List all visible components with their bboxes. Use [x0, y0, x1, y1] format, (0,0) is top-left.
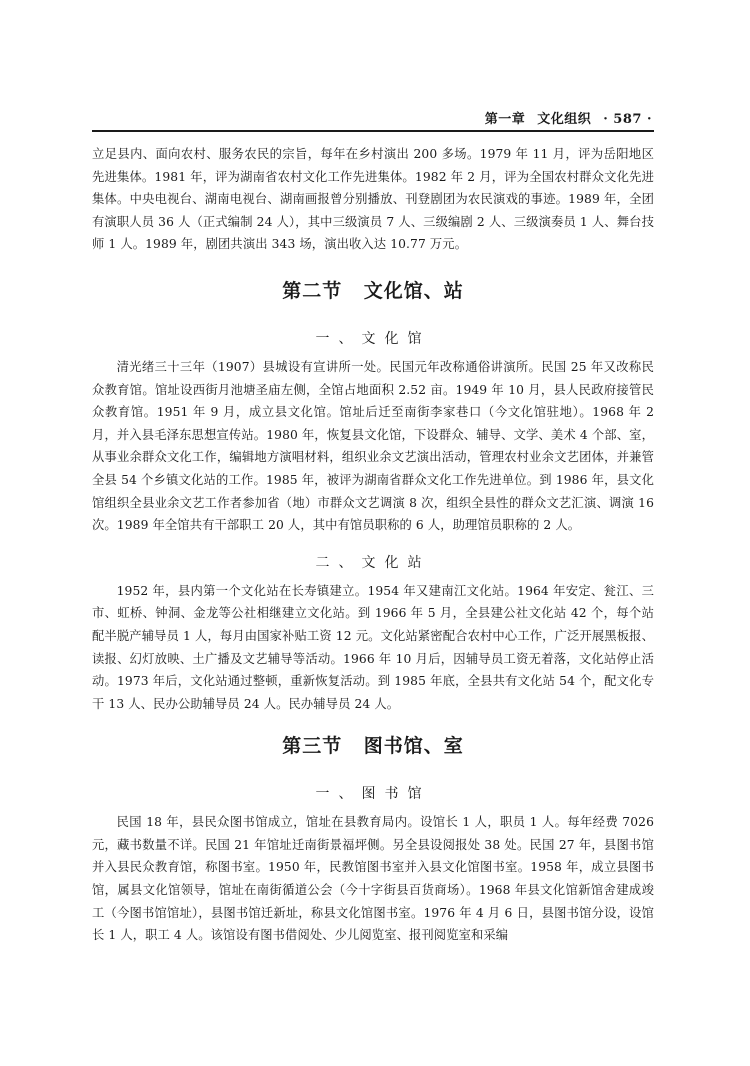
section-3-title: 第三节 图书馆、室 — [282, 735, 464, 758]
page-header — [0, 108, 652, 127]
chapter-title: 文化组织 — [537, 112, 592, 127]
section-2-title: 第二节 文化馆、站 — [282, 279, 464, 302]
page-body — [92, 143, 654, 947]
section-2-sub-2-paragraph: 1952 年，县内第一个文化站在长寿镇建立。1954 年又建南江文化站。1964 年安定、瓮江、三市、虹桥、钟洞、金龙等公社相继建立文化站。到 1966 年 5 月，全县建公社文化站 42 个，每个站配半脱产辅导员 1 人，每月由国家补贴工资 12 元。文化站紧密配合农村中心工作，广泛开展黑板报、读报、幻灯放映、土广播及文艺辅导等活动。1966 年 10 月后，因辅导员工资无着落，文化站停止活动。1973 年后，文化站通过整顿，重新恢复活动。到 1985 年底，全县共有文化站 54 个，配文化专干 13 人、民办公助辅导员 24 人。民办辅导员 24 人。 — [92, 583, 654, 711]
section-2-sub-1-title: 一、文化馆 — [315, 330, 431, 347]
section-2-sub-1-paragraph: 清光绪三十三年（1907）县城设有宣讲所一处。民国元年改称通俗讲演所。民国 25 年又改称民众教育馆。馆址设西街月池塘圣庙左侧，全馆占地面积 2.52 亩。1949 年 10 月，县人民政府接管民众教育馆。1951 年 9 月，成立县文化馆。馆址后迁至南街李家巷口（今文化馆驻地）。1968 年 2 月，并入县毛泽东思想宣传站。1980 年，恢复县文化馆，下设群众、辅导、文学、美术 4 个部、室，从事业余群众文化工作，编辑地方演唱材料，组织业余文艺演出活动，管理农村业余文艺团体，并兼管全县 54 个乡镇文化站的工作。1985 年，被评为湖南省群众文化工作先进单位。到 1986 年，县文化馆组织全县业余文艺工作者参加省（地）市群众文艺调演 8 次，组织全县性的群众文艺汇演、调演 16 次。1989 年全馆共有干部职工 20 人，其中有馆员职称的 6 人，助理馆员职称的 2 人。 — [92, 359, 654, 533]
intro-paragraph: 立足县内、面向农村、服务农民的宗旨，每年在乡村演出 200 多场。1979 年 11 月，评为岳阳地区先进集体。1981 年，评为湖南省农村文化工作先进集体。1982 年 2 月，评为全国农村群众文化先进集体。中央电视台、湖南电视台、湖南画报曾分别播放、刊登剧团为农民演戏的事迹。1989 年，全团有演职人员 36 人（正式编制 24 人），其中三级演员 7 人、三级编剧 2 人、三级演奏员 1 人、舞台技师 1 人。1989 年，剧团共演出 343 场，演出收入达 10.77 万元。 — [92, 147, 654, 252]
header-rule — [92, 130, 654, 132]
chapter-label: 第一章 — [484, 112, 526, 127]
section-2-sub-2-title: 二、文化站 — [315, 554, 431, 571]
section-3-sub-1-title: 一、图书馆 — [315, 786, 431, 803]
page-number: · 587 · — [603, 112, 652, 127]
section-3-sub-1-paragraph: 民国 18 年，县民众图书馆成立，馆址在县教育局内。设馆长 1 人，职员 1 人。每年经费 7026 元，藏书数量不详。民国 21 年馆址迁南街景福坪侧。另全县设阅报处 38 处。民国 27 年，县图书馆并入县民众教育馆，称图书室。1950 年，民教馆图书室并入县文化馆图书室。1958 年，成立县图书馆，属县文化馆领导，馆址在南街循道公会（今十字街县百货商场）。1968 年县文化馆新馆舍建成竣工（今图书馆馆址），县图书馆迁新址，称县文化馆图书室。1976 年 4 月 6 日，县图书馆分设，设馆长 1 人，职工 4 人。该馆设有图书借阅处、少儿阅览室、报刊阅览室和采编 — [92, 815, 654, 943]
